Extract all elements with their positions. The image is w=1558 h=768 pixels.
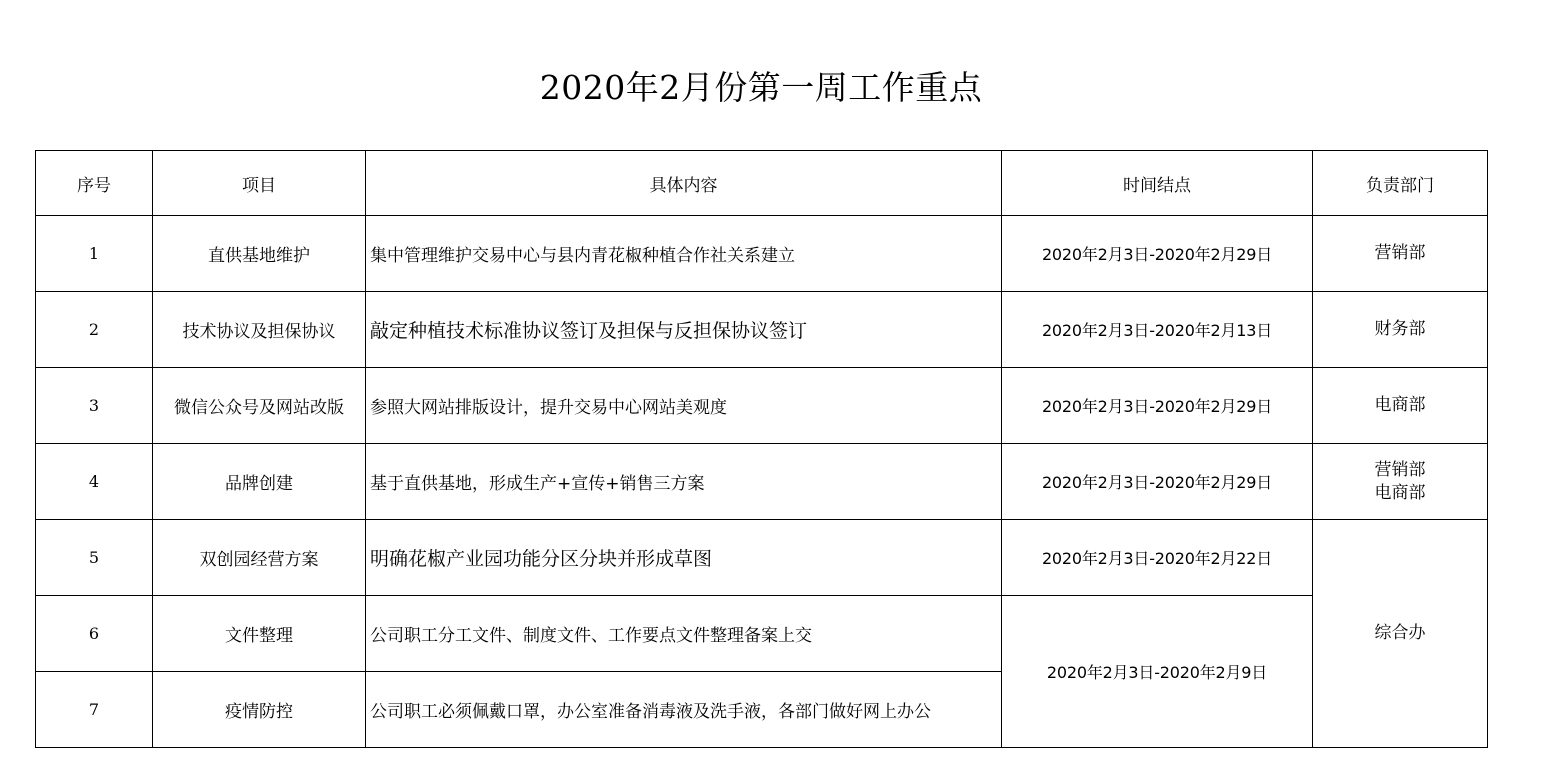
row-project: 微信公众号及网站改版 <box>153 368 366 444</box>
row-project: 文件整理 <box>153 596 366 672</box>
row-time: 2020年2月3日-2020年2月13日 <box>1002 292 1313 368</box>
header-dept: 负责部门 <box>1313 151 1488 216</box>
table-row <box>36 216 1488 292</box>
row-project: 品牌创建 <box>153 444 366 520</box>
row-time: 2020年2月3日-2020年2月29日 <box>1002 368 1313 444</box>
page-title: 2020年2月份第一周工作重点 <box>539 68 983 107</box>
row-time: 2020年2月3日-2020年2月29日 <box>1002 216 1313 292</box>
row-dept <box>1313 292 1488 368</box>
row-content: 参照大网站排版设计，提升交易中心网站美观度 <box>366 368 1002 444</box>
table-row <box>36 368 1488 444</box>
row-seq: 1 <box>36 216 153 292</box>
row-dept <box>1313 216 1488 292</box>
row-content: 集中管理维护交易中心与县内青花椒种植合作社关系建立 <box>366 216 1002 292</box>
row-content: 基于直供基地，形成生产+宣传+销售三方案 <box>366 444 1002 520</box>
dept-name: 电商部 <box>1374 482 1426 503</box>
header-seq: 序号 <box>36 151 153 216</box>
table-row <box>36 520 1488 596</box>
dept-name: 综合办 <box>1374 623 1426 643</box>
table-row <box>36 444 1488 520</box>
table-row <box>36 292 1488 368</box>
row-seq: 5 <box>36 520 153 596</box>
row-time: 2020年2月3日-2020年2月29日 <box>1002 444 1313 520</box>
row-content: 明确花椒产业园功能分区分块并形成草图 <box>366 520 1002 596</box>
work-plan-table <box>35 150 1488 748</box>
row-dept-merged <box>1313 520 1488 748</box>
row-seq: 2 <box>36 292 153 368</box>
row-project: 技术协议及担保协议 <box>153 292 366 368</box>
header-content: 具体内容 <box>366 151 1002 216</box>
row-content: 公司职工分工文件、制度文件、工作要点文件整理备案上交 <box>366 596 1002 672</box>
header-time: 时间结点 <box>1002 151 1313 216</box>
row-content: 敲定种植技术标准协议签订及担保与反担保协议签订 <box>366 292 1002 368</box>
row-project: 疫情防控 <box>153 672 366 748</box>
row-project: 直供基地维护 <box>153 216 366 292</box>
table-header-row <box>36 151 1488 216</box>
row-dept <box>1313 368 1488 444</box>
row-dept <box>1313 444 1488 520</box>
dept-name: 电商部 <box>1374 395 1426 415</box>
row-seq: 6 <box>36 596 153 672</box>
row-project: 双创园经营方案 <box>153 520 366 596</box>
row-seq: 7 <box>36 672 153 748</box>
row-seq: 4 <box>36 444 153 520</box>
dept-name: 财务部 <box>1374 319 1426 339</box>
dept-name: 营销部 <box>1374 243 1426 263</box>
dept-name: 营销部 <box>1374 459 1426 480</box>
table-row <box>36 596 1488 672</box>
header-project: 项目 <box>153 151 366 216</box>
row-time-merged: 2020年2月3日-2020年2月9日 <box>1002 596 1313 748</box>
row-seq: 3 <box>36 368 153 444</box>
row-content: 公司职工必须佩戴口罩，办公室准备消毒液及洗手液，各部门做好网上办公 <box>366 672 1002 748</box>
row-time: 2020年2月3日-2020年2月22日 <box>1002 520 1313 596</box>
